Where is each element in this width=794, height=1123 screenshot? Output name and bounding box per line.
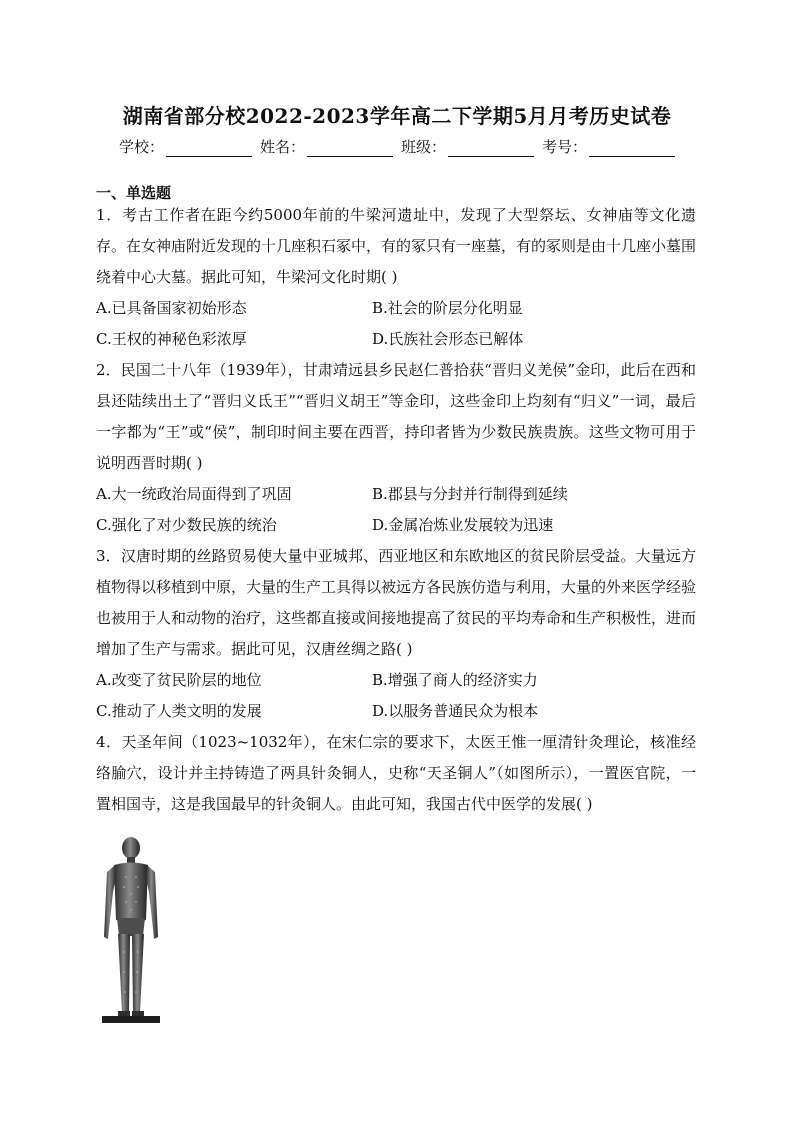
question-4-text: 4．天圣年间（1023~1032年），在宋仁宗的要求下，太医王惟一厘清针灸理论，核准经络腧穴，设计并主持铸造了两具针灸铜人，史称“天圣铜人”（如图所示），一置医官院，一置相国寺，这是我国最早的针灸铜人。由此可知，我国古代中医学的发展( ) (96, 733, 696, 813)
question-2-option-d: D.金属冶炼业发展较为迅速 (372, 516, 554, 534)
question-3-text: 3．汉唐时期的丝路贸易使大量中亚城邦、西亚地区和东欧地区的贫民阶层受益。大量远方植物得以移植到中原，大量的生产工具得以被远方各民族仿造与利用，大量的外来医学经验也被用于人和动物的治疗，这些都直接或间接地提高了贫民的平均寿命和生产积极性，进而增加了生产与需求。据此可见，汉唐丝绸之路( ) (96, 547, 697, 658)
info-name (260, 136, 393, 157)
question-2-option-b: B.郡县与分封并行制得到延续 (372, 485, 568, 503)
info-exam-number (542, 136, 675, 157)
info-class-label: 班级： (401, 138, 447, 156)
info-class (401, 136, 534, 157)
question-3 (96, 541, 696, 727)
question-1-option-a: A.已具备国家初始形态 (96, 299, 247, 317)
info-exam-number-label: 考号： (542, 138, 588, 156)
bronze-acupuncture-figure-icon (96, 832, 166, 1032)
question-3-option-c: C.推动了人类文明的发展 (96, 702, 262, 720)
question-1-option-d: D.氏族社会形态已解体 (372, 330, 524, 348)
page-title: 湖南省部分校2022-2023学年高二下学期5月月考历史试卷 (122, 104, 672, 128)
question-2-option-a: A.大一统政治局面得到了巩固 (96, 485, 292, 503)
question-list (96, 200, 696, 1032)
question-2 (96, 355, 696, 541)
info-class-blank (448, 142, 534, 157)
info-school-label: 学校： (118, 138, 164, 156)
question-3-option-d: D.以服务普通民众为根本 (372, 702, 539, 720)
question-1 (96, 200, 696, 355)
section-heading: 一、单选题 (96, 184, 172, 202)
info-name-label: 姓名： (259, 138, 305, 156)
info-name-blank (307, 142, 393, 157)
question-2-option-c: C.强化了对少数民族的统治 (96, 516, 277, 534)
info-exam-number-blank (589, 142, 675, 157)
info-school (119, 136, 252, 157)
student-info-line (0, 136, 794, 157)
question-1-option-c: C.王权的神秘色彩浓厚 (96, 330, 247, 348)
info-school-blank (166, 142, 252, 157)
question-2-text: 2．民国二十八年（1939年），甘肃靖远县乡民赵仁普拾获“晋归义羌侯”金印，此后在西和县还陆续出土了“晋归义氐王”“晋归义胡王”等金印，这些金印上均刻有“归义”一词，最后一字都为“王”或“侯”，制印时间主要在西晋，持印者皆为少数民族贵族。这些文物可用于说明西晋时期( ) (96, 361, 696, 472)
question-4 (96, 727, 696, 1032)
question-2-options (96, 479, 696, 541)
question-3-option-a: A.改变了贫民阶层的地位 (96, 671, 262, 689)
question-1-text: 1．考古工作者在距今约5000年前的牛梁河遗址中，发现了大型祭坛、女神庙等文化遗存。在女神庙附近发现的十几座积石冢中，有的冢只有一座墓，有的冢则是由十几座小墓围绕着中心大墓。据此可知，牛梁河文化时期( ) (96, 206, 697, 286)
question-1-option-b: B.社会的阶层分化明显 (372, 299, 523, 317)
question-3-option-b: B.增强了商人的经济实力 (372, 671, 538, 689)
question-1-options (96, 293, 696, 355)
question-3-options (96, 665, 696, 727)
